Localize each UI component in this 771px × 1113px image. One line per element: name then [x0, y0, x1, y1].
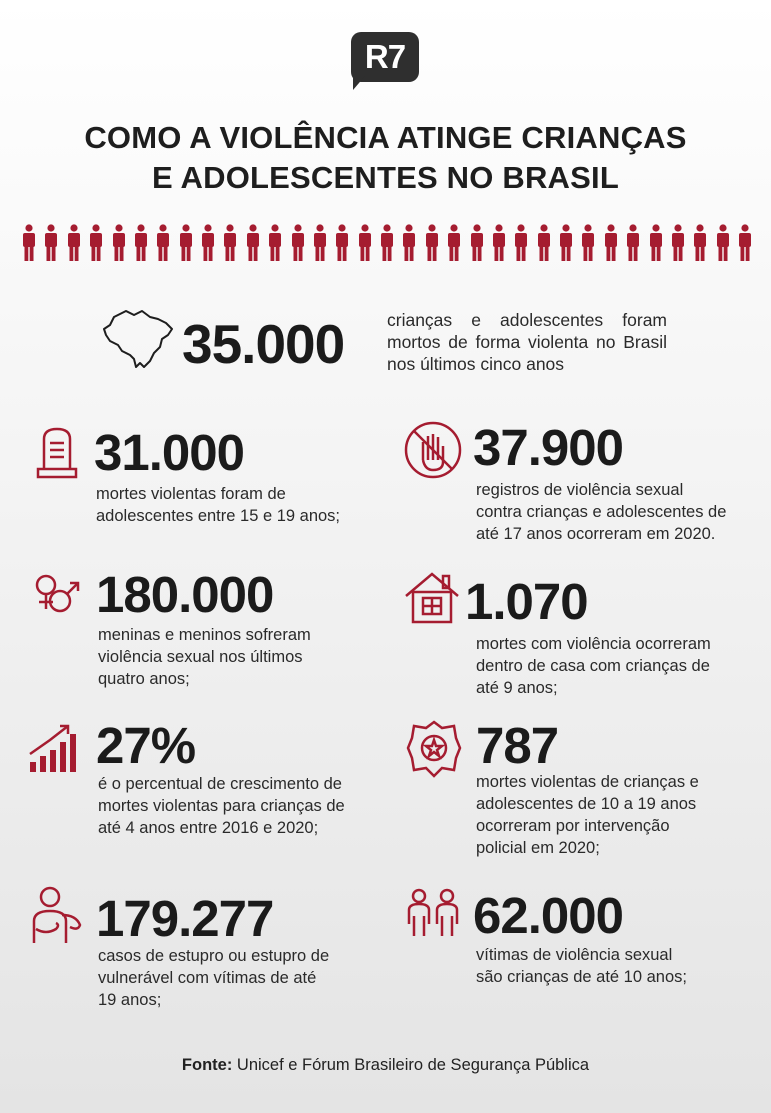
source-label: Fonte: [181, 1056, 233, 1074]
person-icon [112, 224, 126, 262]
person-icon [559, 224, 573, 262]
tombstone-icon [32, 425, 82, 481]
stat-description: meninas e meninos sofreram violência sexual nos últimos quatro anos; [98, 626, 311, 688]
stat-description: registros de violência sexual contra crianças e adolescentes de até 17 anos ocorreram em 2020. [476, 481, 727, 543]
person-icon [447, 224, 461, 262]
person-icon [44, 224, 58, 262]
stat-value: 27% [96, 717, 196, 774]
two-children-icon [405, 888, 461, 940]
title-line-2: E ADOLESCENTES NO BRASIL [152, 160, 619, 195]
person-icon [179, 224, 193, 262]
abused-child-icon [26, 885, 84, 947]
person-icon [291, 224, 305, 262]
person-icon [335, 224, 349, 262]
person-icon [649, 224, 663, 262]
person-icon [358, 224, 372, 262]
stat-description: casos de estupro ou estupro de vulnerável com vítimas de até 19 anos; [98, 947, 330, 1009]
person-icon [537, 224, 551, 262]
stat-value: 1.070 [465, 573, 588, 630]
logo-text: R7 [364, 38, 406, 75]
person-icon [67, 224, 81, 262]
person-icon [134, 224, 148, 262]
stat-value: 787 [476, 717, 559, 774]
person-icon [89, 224, 103, 262]
people-row [22, 224, 752, 264]
brazil-map-icon [100, 305, 178, 373]
person-icon [156, 224, 170, 262]
stop-hand-icon [403, 420, 463, 480]
stat-description: é o percentual de crescimento de mortes violentas para crianças de até 4 anos entre 2016 e 2020; [98, 775, 345, 837]
person-icon [581, 224, 595, 262]
stat-value: 31.000 [94, 424, 244, 481]
house-icon [403, 570, 461, 626]
stat-value: 179.277 [96, 890, 274, 947]
stat-value: 62.000 [473, 887, 623, 944]
person-icon [693, 224, 707, 262]
person-icon [716, 224, 730, 262]
person-icon [514, 224, 528, 262]
r7-logo [351, 32, 419, 90]
person-icon [492, 224, 506, 262]
person-icon [738, 224, 752, 262]
stat-description: mortes violentas foram de adolescentes entre 15 e 19 anos; [96, 485, 341, 525]
person-icon [604, 224, 618, 262]
gender-symbols-icon [26, 567, 82, 623]
person-icon [470, 224, 484, 262]
person-icon [246, 224, 260, 262]
stat-description: mortes violentas de crianças e adolescentes de 10 a 19 anos ocorreram por intervenção policial em 2020; [476, 773, 699, 857]
source-note [0, 1056, 771, 1075]
person-icon [268, 224, 282, 262]
stat-description: vítimas de violência sexual são crianças de até 10 anos; [476, 946, 687, 986]
police-badge-icon [406, 718, 462, 780]
stat-value: 37.900 [473, 419, 623, 476]
stat-description: mortes com violência ocorreram dentro de casa com crianças de até 9 anos; [476, 635, 711, 697]
person-icon [626, 224, 640, 262]
growth-chart-icon [28, 720, 82, 774]
title-line-1: COMO A VIOLÊNCIA ATINGE CRIANÇAS [84, 120, 687, 155]
page-title [0, 118, 771, 198]
person-icon [402, 224, 416, 262]
source-text: Unicef e Fórum Brasileiro de Segurança Pública [232, 1056, 590, 1074]
person-icon [425, 224, 439, 262]
person-icon [22, 224, 36, 262]
hero-value: 35.000 [182, 313, 345, 375]
person-icon [223, 224, 237, 262]
person-icon [201, 224, 215, 262]
person-icon [313, 224, 327, 262]
person-icon [380, 224, 394, 262]
stat-value: 180.000 [96, 566, 274, 623]
person-icon [671, 224, 685, 262]
hero-description: crianças e adolescentes foram mortos de forma violenta no Brasil nos últimos cinco anos [387, 310, 667, 374]
